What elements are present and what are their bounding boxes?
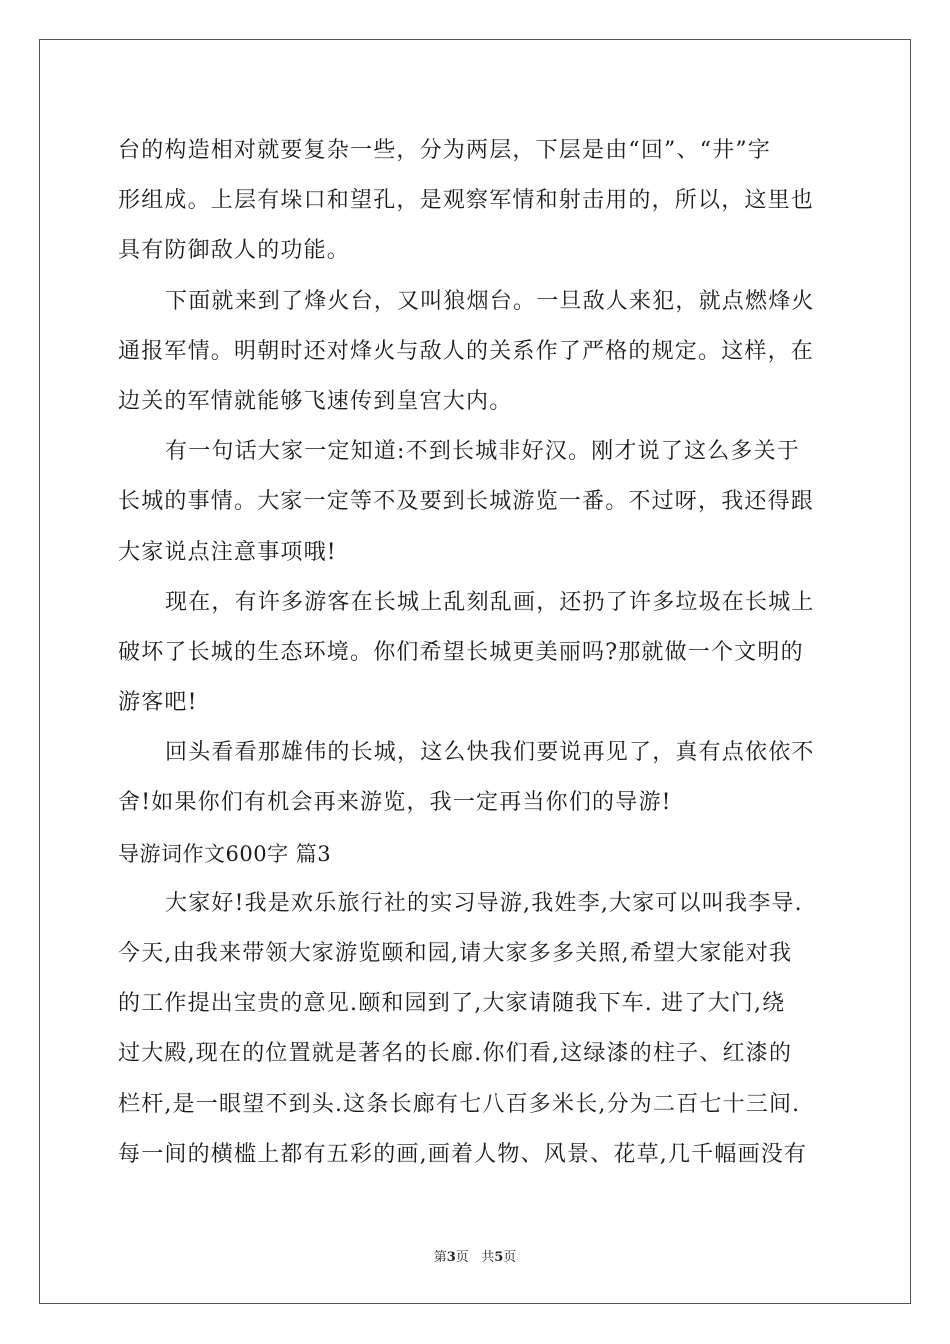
text-line: 边关的军情就能够飞速传到皇宫大内。 <box>118 388 513 414</box>
footer-total-prefix: 共 <box>481 1250 495 1265</box>
paragraph-first-line: 有一句话大家一定知道:不到长城非好汉。刚才说了这么多关于 <box>165 439 801 465</box>
current-page-number: 3 <box>446 1250 456 1265</box>
footer-prefix: 第 <box>433 1250 447 1265</box>
footer-page-suffix: 页 <box>455 1250 469 1265</box>
paragraph-first-line: 现在，有许多游客在长城上乱刻乱画，还扔了许多垃圾在长城上 <box>165 589 815 615</box>
paragraph-first-line: 大家好!我是欢乐旅行社的实习导游,我姓李,大家可以叫我李导. <box>165 890 803 916</box>
section-heading: 导游词作文600字 篇3 <box>118 841 332 866</box>
text-line: 长城的事情。大家一定等不及要到长城游览一番。不过呀，我还得跟 <box>118 489 815 515</box>
text-line: 通报军情。明朝时还对烽火与敌人的关系作了严格的规定。这样，在 <box>118 338 815 364</box>
text-line: 具有防御敌人的功能。 <box>118 238 351 264</box>
text-line: 每一间的横槛上都有五彩的画,画着人物、风景、花草,几千幅画没有 <box>118 1141 808 1167</box>
text-line: 破坏了长城的生态环境。你们希望长城更美丽吗?那就做一个文明的 <box>118 639 804 665</box>
page-footer <box>0 1246 950 1265</box>
document-body <box>118 126 834 1180</box>
text-line: 过大殿,现在的位置就是著名的长廊.你们看,这绿漆的柱子、红漆的 <box>118 1041 793 1067</box>
text-line: 台的构造相对就要复杂一些，分为两层，下层是由“回”、“井”字 <box>118 138 771 163</box>
text-line: 形组成。上层有垛口和望孔，是观察军情和射击用的，所以，这里也 <box>118 188 815 214</box>
text-line: 栏杆,是一眼望不到头.这条长廊有七八百多米长,分为二百七十三间. <box>118 1091 801 1117</box>
paragraph-first-line: 回头看看那雄伟的长城，这么快我们要说再见了，真有点依依不 <box>165 740 815 766</box>
text-line: 舍!如果你们有机会再来游览，我一定再当你们的导游! <box>118 790 672 816</box>
paragraph-first-line: 下面就来到了烽火台，又叫狼烟台。一旦敌人来犯，就点燃烽火 <box>165 288 815 314</box>
footer-total-suffix: 页 <box>503 1250 517 1265</box>
text-line: 的工作提出宝贵的意见.颐和园到了,大家请随我下车. 进了大门,绕 <box>118 991 786 1017</box>
text-line: 大家说点注意事项哦! <box>118 539 337 565</box>
text-line: 今天,由我来带领大家游览颐和园,请大家多多关照,希望大家能对我 <box>118 941 793 966</box>
total-page-count: 5 <box>494 1250 504 1265</box>
text-line: 游客吧! <box>118 690 198 716</box>
